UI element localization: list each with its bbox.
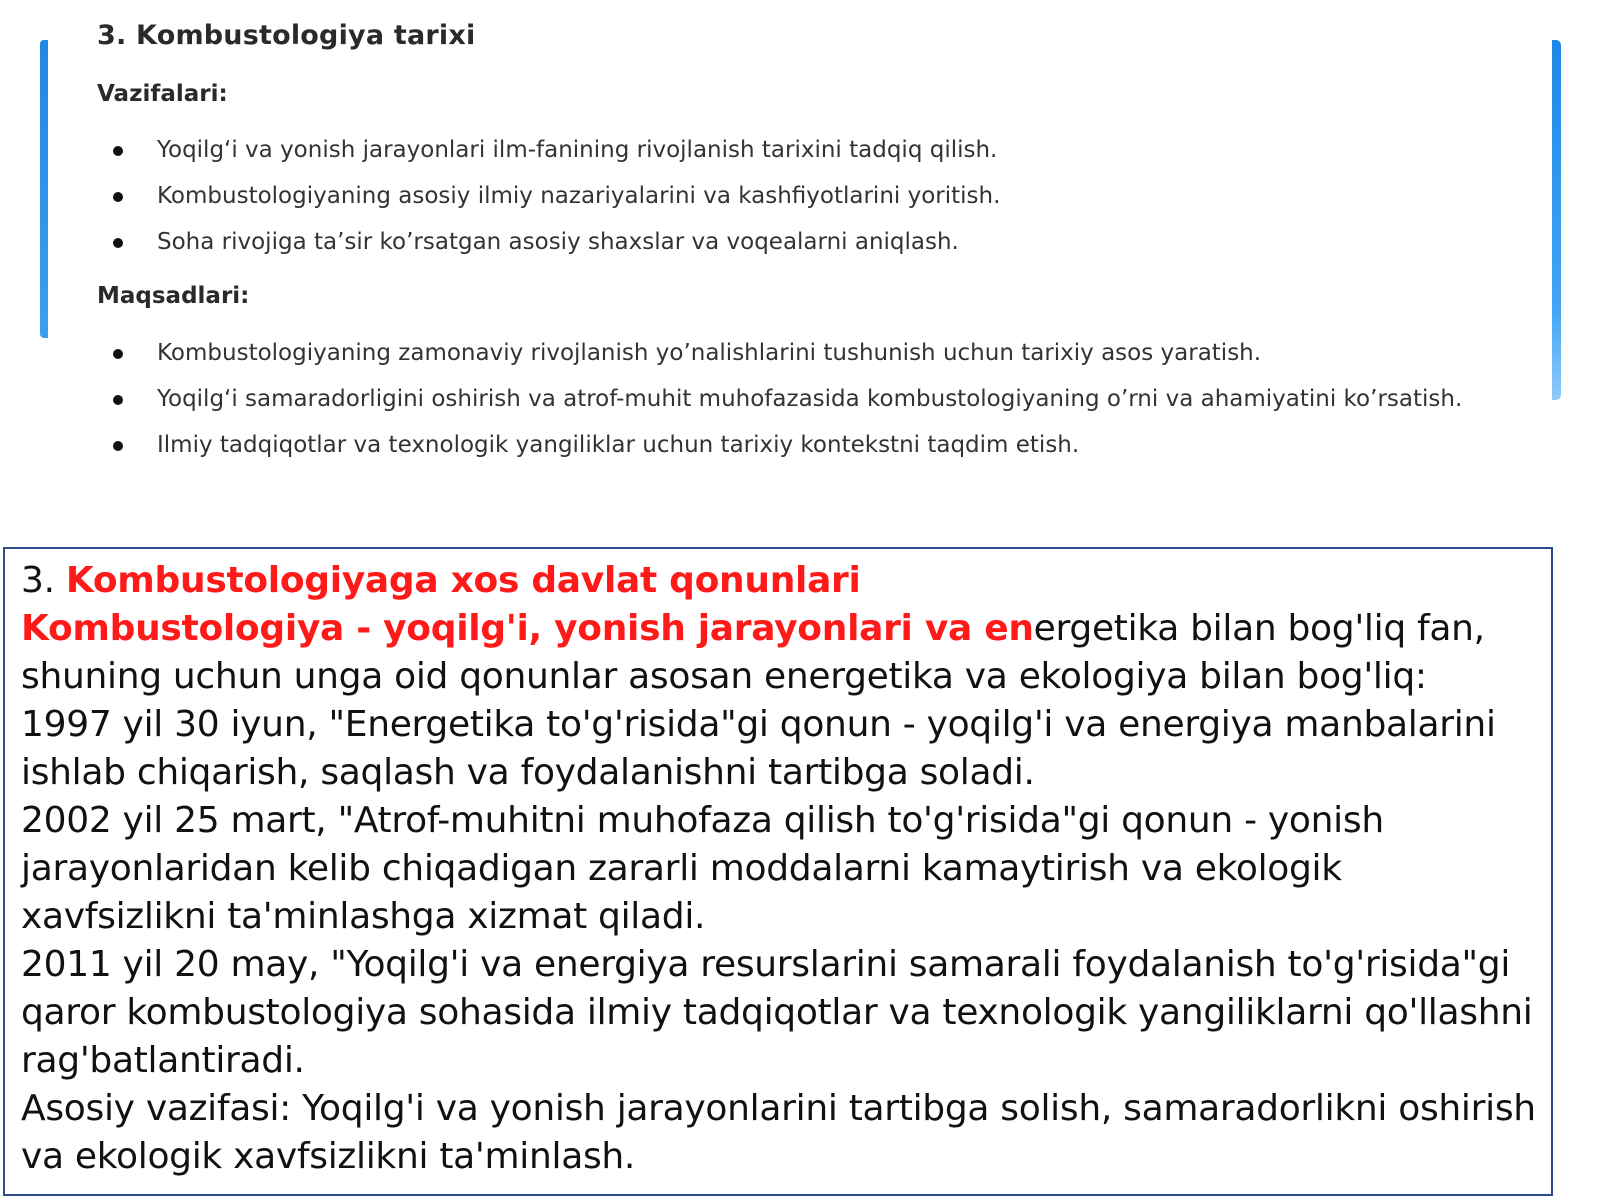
section-heading: 3. Kombustologiya tarixi [97, 20, 476, 51]
law-item-1: 1997 yil 30 iyun, "Energetika to'g'risida"gi qonun - yoqilg'i va energiya manbalarini ishlab chiqarish, saqlash va foydalanishni tartibga soladi. [21, 704, 1496, 793]
list-item-text: Kombustologiyaning zamonaviy rivojlanish yo’nalishlarini tushunish uchun tarixiy asos yaratish. [157, 340, 1262, 366]
laws-intro-rest: ergetika bilan bog'liq fan, shuning uchun unga oid qonunlar asosan energetika va ekologiya bilan bog'liq: [21, 608, 1485, 697]
goals-list [0, 330, 1517, 468]
law-item-3: 2011 yil 20 may, "Yoqilg'i va energiya resurslarini samarali foydalanish to'g'risida"gi qaror kombustologiya sohasida ilmiy tadqiqotlar va texnologik yangiliklarni qo'llashni rag'batlantiradi. [21, 944, 1533, 1081]
list-item [0, 127, 1517, 173]
list-item-text: Kombustologiyaning asosiy ilmiy nazariyalarini va kashfiyotlarini yoritish. [157, 183, 1001, 209]
laws-number: 3. [21, 560, 66, 601]
laws-intro-highlight: Kombustologiya - yoqilg'i, yonish jarayonlari va en [21, 608, 1034, 649]
history-section [0, 0, 1600, 540]
list-item-text: Soha rivojiga ta’sir ko’rsatgan asosiy shaxslar va voqealarni aniqlash. [157, 229, 959, 255]
bullet-icon [113, 395, 123, 405]
list-item [0, 173, 1517, 219]
bullet-icon [113, 349, 123, 359]
laws-summary: Asosiy vazifasi: Yoqilg'i va yonish jarayonlarini tartibga solish, samaradorlikni oshirish va ekologik xavfsizlikni ta'minlash. [21, 1088, 1536, 1177]
list-item-text: Yoqilg‘i samaradorligini oshirish va atrof-muhit muhofazasida kombustologiyaning o’rni va ahamiyatini ko’rsatish. [157, 386, 1463, 412]
goals-label: Maqsadlari: [97, 283, 250, 309]
laws-intro [21, 605, 1541, 701]
laws-box [3, 547, 1553, 1196]
list-item [0, 376, 1517, 422]
tasks-list [0, 127, 1517, 265]
laws-text [21, 557, 1541, 1181]
bullet-icon [113, 441, 123, 451]
law-item-2: 2002 yil 25 mart, "Atrof-muhitni muhofaza qilish to'g'risida"gi qonun - yonish jarayonlaridan kelib chiqadigan zararli moddalarni kamaytirish va ekologik xavfsizlikni ta'minlashga xizmat qiladi. [21, 800, 1384, 937]
list-item [0, 219, 1517, 265]
bullet-icon [113, 192, 123, 202]
laws-title: Kombustologiyaga xos davlat qonunlari [65, 560, 861, 601]
list-item-text: Yoqilg‘i va yonish jarayonlari ilm-fanining rivojlanish tarixini tadqiq qilish. [157, 137, 998, 163]
bullet-icon [113, 146, 123, 156]
right-accent-bar [1552, 40, 1561, 400]
bullet-icon [113, 238, 123, 248]
list-item-text: Ilmiy tadqiqotlar va texnologik yangiliklar uchun tarixiy kontekstni taqdim etish. [157, 432, 1080, 458]
list-item [0, 422, 1517, 468]
laws-title-line [21, 557, 1541, 605]
tasks-label: Vazifalari: [97, 81, 228, 107]
list-item [0, 330, 1517, 376]
